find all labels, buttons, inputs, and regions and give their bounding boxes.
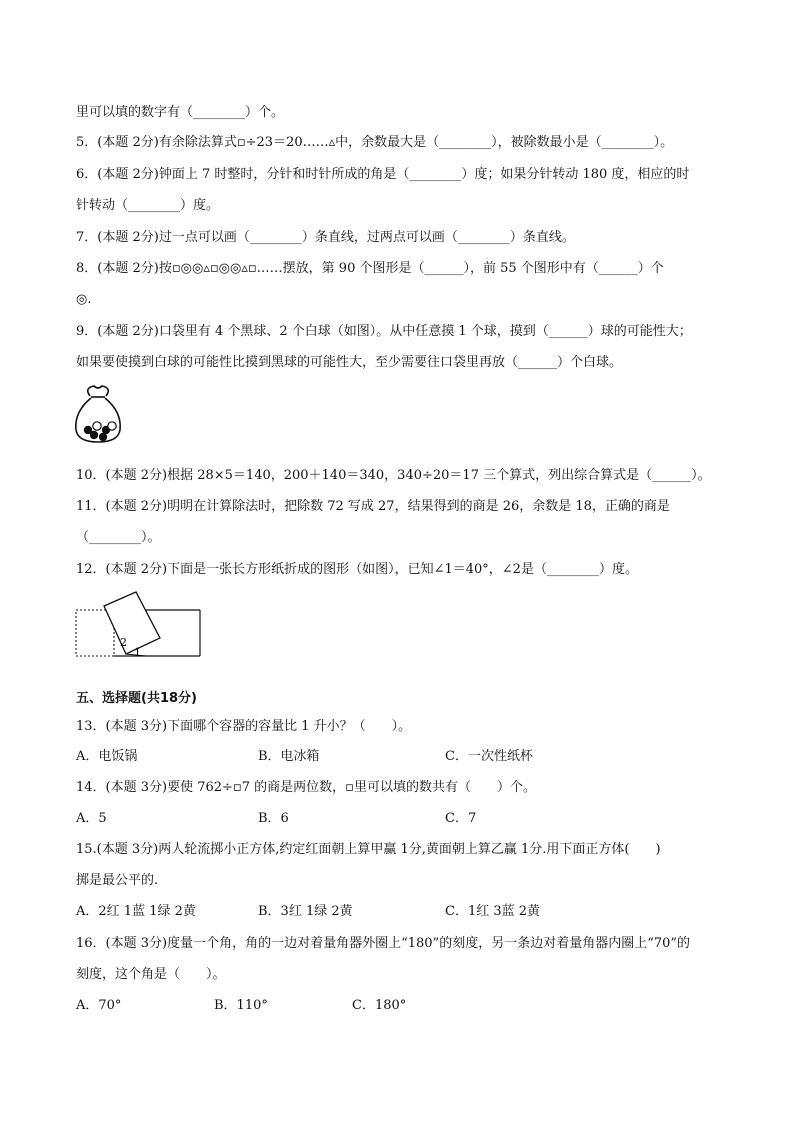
question-6-line1: 6．(本题 2分)钟面上 7 时整时，分针和时针所成的角是（________）度；如果分针转动 180 度，相应的时	[76, 167, 690, 182]
folded-paper-figure	[74, 588, 206, 660]
q14-option-c[interactable]: C．7	[445, 811, 477, 826]
question-13: 13．(本题 3分)下面哪个容器的容量比 1 升小？（ ）。	[76, 719, 412, 734]
black-ball	[90, 431, 98, 439]
q13-option-c[interactable]: C．一次性纸杯	[445, 749, 533, 764]
question-5: 5．(本题 2分)有余除法算式▫÷23＝20……▵中，余数最大是（________），被除数最小是（________）。	[76, 135, 674, 150]
q14-option-b[interactable]: B．6	[258, 811, 289, 826]
question-16-line2: 刻度，这个角是（ ）。	[76, 967, 226, 982]
q4-continuation: 里可以填的数字有（________）个。	[76, 105, 285, 120]
angle-1-label: 1	[134, 646, 141, 659]
q15-option-b[interactable]: B．3红 1绿 2黄	[258, 904, 353, 919]
question-15-line2: 掷是最公平的.	[76, 873, 159, 888]
q16-option-b[interactable]: B．110°	[214, 998, 268, 1013]
white-ball	[93, 422, 101, 430]
question-16-line1: 16．(本题 3分)度量一个角，角的一边对着量角器外圈上“180”的刻度，另一条边对着量角器内圈上“70”的	[76, 936, 691, 951]
question-11-line1: 11．(本题 2分)明明在计算除法时，把除数 72 写成 27，结果得到的商是 26，余数是 18，正确的商是	[76, 499, 670, 514]
angle-2-label: 2	[120, 636, 127, 649]
white-ball	[108, 422, 116, 430]
question-6-line2: 针转动（________）度。	[76, 198, 220, 213]
q13-option-b[interactable]: B．电冰箱	[258, 749, 320, 764]
question-7: 7．(本题 2分)过一点可以画（________）条直线，过两点可以画（________）条直线。	[76, 230, 575, 245]
question-9-line2: 如果要使摸到白球的可能性比摸到黑球的可能性大，至少需要往口袋里再放（______）个白球。	[76, 355, 623, 370]
q15-option-a[interactable]: A．2红 1蓝 1绿 2黄	[76, 904, 196, 919]
q16-option-c[interactable]: C．180°	[352, 998, 407, 1013]
q16-option-a[interactable]: A．70°	[76, 998, 122, 1013]
q15-option-c[interactable]: C．1红 3蓝 2黄	[445, 904, 541, 919]
question-11-line2: （________）。	[76, 530, 161, 545]
q13-option-a[interactable]: A．电饭锅	[76, 749, 138, 764]
question-15-line1: 15.(本题 3分)两人轮流掷小正方体,约定红面朝上算甲赢 1分,黄面朝上算乙赢 1分.用下面正方体( )	[76, 842, 661, 857]
q14-option-a[interactable]: A．5	[76, 811, 107, 826]
question-10: 10．(本题 2分)根据 28×5＝140，200＋140＝340，340÷20＝17 三个算式，列出综合算式是（______）。	[76, 468, 711, 483]
question-9-line1: 9．(本题 2分)口袋里有 4 个黑球、2 个白球（如图）。从中任意摸 1 个球，摸到（______）球的可能性大；	[76, 324, 692, 339]
question-8-line2: ◎.	[76, 292, 92, 307]
section-5-heading: 五、选择题(共18分)	[76, 691, 197, 706]
question-8-line1: 8．(本题 2分)按▫◎◎▵▫◎◎▵▫……摆放，第 90 个图形是（______），前 55 个图形中有（______）个	[76, 261, 664, 276]
ball-bag-figure	[72, 384, 124, 446]
question-12: 12．(本题 2分)下面是一张长方形纸折成的图形（如图），已知∠1＝40°，∠2是（________）度。	[76, 562, 638, 577]
question-14: 14．(本题 3分)要使 762÷▫7 的商是两位数，▫里可以填的数共有（ ）个。	[76, 780, 536, 795]
black-ball	[99, 433, 107, 441]
